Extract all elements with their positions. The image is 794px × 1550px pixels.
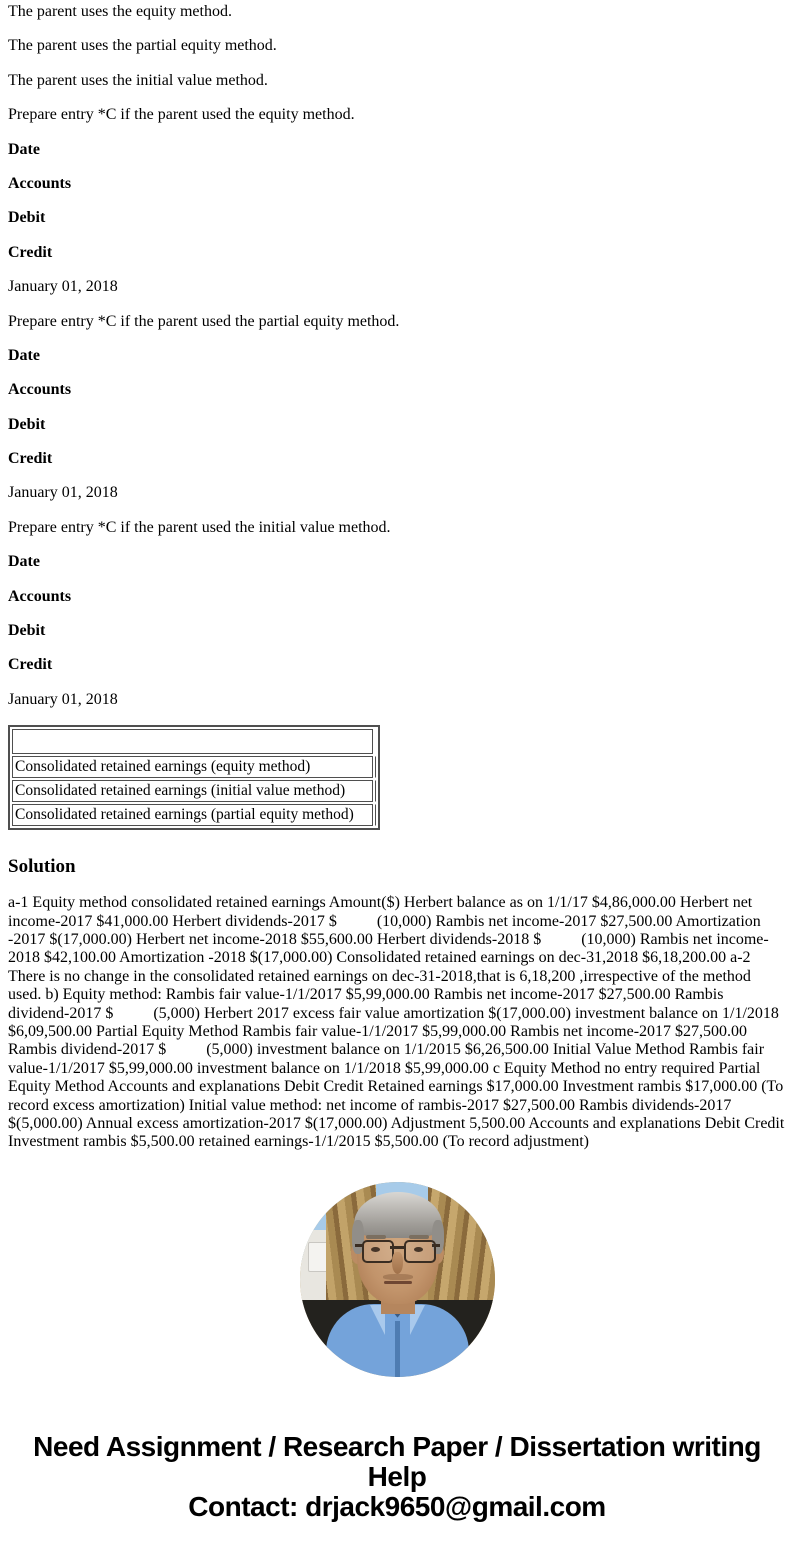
prompt-initial-value-method: Prepare entry *C if the parent used the initial value method. <box>8 518 391 536</box>
label-accounts: Accounts <box>8 381 72 399</box>
intro-paragraph-equity: The parent uses the equity method. <box>8 3 232 20</box>
avatar-eyebrow-left <box>366 1235 386 1239</box>
prompt-equity-method: Prepare entry *C if the parent used the equity method. <box>8 106 355 124</box>
label-date: Date <box>8 346 40 364</box>
label-debit: Debit <box>8 209 46 227</box>
label-date: Date <box>8 553 40 571</box>
footer-heading: Need Assignment / Research Paper / Dissertation writing Help <box>33 1430 761 1492</box>
solution-heading: Solution <box>8 856 76 878</box>
avatar-eyebrow-right <box>409 1235 429 1239</box>
prompt-partial-equity-method: Prepare entry *C if the parent used the partial equity method. <box>8 312 400 330</box>
table-row <box>12 804 376 826</box>
label-debit: Debit <box>8 622 46 640</box>
option-initial-value-method[interactable]: Consolidated retained earnings (initial value method) <box>12 780 373 802</box>
avatar-glasses-temple-right <box>432 1244 440 1247</box>
document-body <box>8 3 789 1522</box>
label-accounts: Accounts <box>8 174 72 192</box>
avatar-shirt-placket <box>395 1321 400 1377</box>
footer-contact-email: Contact: drjack9650@gmail.com <box>188 1490 606 1522</box>
option-spacer-cell <box>375 804 376 826</box>
avatar-mouth <box>384 1281 412 1284</box>
entry-date: January 01, 2018 <box>8 278 118 296</box>
avatar-nose <box>392 1252 403 1274</box>
avatar-upper-lip-shadow <box>383 1274 413 1280</box>
solution-paragraph: a-1 Equity method consolidated retained earnings Amount($) Herbert balance as on 1/1/17 $4,86,000.00 Herbert net income-2017 $41,000.00 Herbert dividends-2017 $ (10,000) Rambis net income-2017 $27,500.00 Amortization -2017 $(17,000.00) Herbert net income-2018 $55,600.00 Herbert dividends-2018 $ (10,000) Rambis net income-2018 $42,100.00 Amortization -2018 $(17,000.00) Consolidated retained earnings on dec-31,2018 $6,18,200.00 a-2 There is no change in the consolidated retained earnings on dec-31-2018,that is 6,18,200 ,irrespective of the method used. b) Equity method: Rambis fair value-1/1/2017 $5,99,000.00 Rambis net income-2017 $27,500.00 Rambis dividend-2017 $ (5,000) Herbert 2017 excess fair value amortization $(17,000.00) investment balance on 1/1/2018 $6,09,500.00 Partial Equity Method Rambis fair value-1/1/2017 $5,99,000.00 Rambis net income-2017 $27,500.00 Rambis dividend-2017 $ (5,000) investment balance on 1/1/2015 $6,26,500.00 Initial Value Method Rambis fair value-1/1/2017 $5,99,000.00 investment balance on 1/1/2018 $5,99,000.00 c Equity Method no entry required Partial Equity Method Accounts and explanations Debit Credit Retained earnings $17,000.00 Investment rambis $17,000.00 (To record excess amortization) Initial value method: net income of rambis-2017 $27,500.00 Rambis dividends-2017 $(5,000.00) Annual excess amortization-2017 $(17,000.00) Adjustment 5,500.00 Accounts and explanations Debit Credit Investment rambis $5,500.00 retained earnings-1/1/2015 $5,500.00 (To record adjustment) <box>8 894 789 1151</box>
label-credit: Credit <box>8 656 53 674</box>
option-spacer-cell <box>375 780 376 802</box>
avatar-section <box>8 1182 786 1377</box>
label-date: Date <box>8 140 40 158</box>
avatar-photo <box>300 1182 495 1377</box>
footer-promo <box>8 1432 786 1522</box>
option-partial-equity-method[interactable]: Consolidated retained earnings (partial equity method) <box>12 804 373 826</box>
avatar-eye-left <box>371 1247 380 1252</box>
option-spacer-cell <box>375 756 376 778</box>
option-equity-method[interactable]: Consolidated retained earnings (equity method) <box>12 756 373 778</box>
option-empty-cell[interactable] <box>12 729 373 754</box>
answer-options-table <box>8 725 380 830</box>
table-row <box>12 756 376 778</box>
avatar-eye-right <box>414 1247 423 1252</box>
label-credit: Credit <box>8 243 53 261</box>
label-debit: Debit <box>8 415 46 433</box>
label-credit: Credit <box>8 450 53 468</box>
entry-date: January 01, 2018 <box>8 484 118 502</box>
intro-paragraph-initial-value: The parent uses the initial value method. <box>8 71 268 89</box>
table-row <box>12 780 376 802</box>
table-row <box>12 729 376 754</box>
avatar-glasses-bridge <box>390 1246 405 1249</box>
avatar-glasses-temple-left <box>355 1244 363 1247</box>
intro-paragraph-partial-equity: The parent uses the partial equity method. <box>8 37 277 55</box>
label-accounts: Accounts <box>8 587 72 605</box>
entry-date: January 01, 2018 <box>8 690 118 708</box>
